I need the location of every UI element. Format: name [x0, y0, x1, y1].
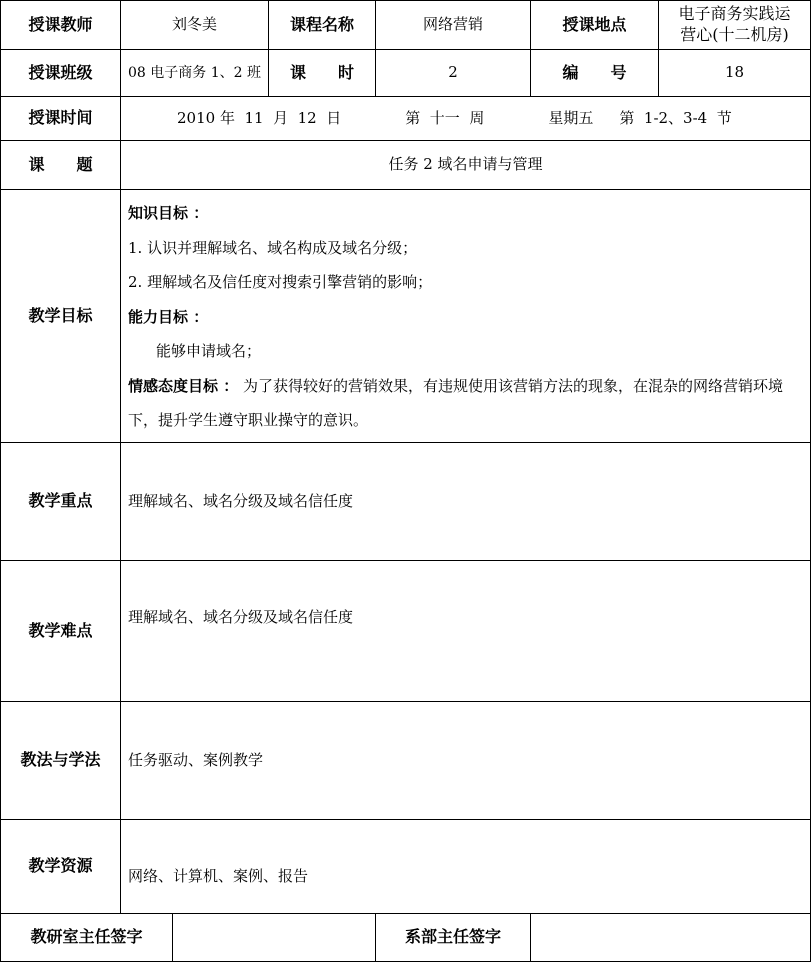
office-sign-field[interactable] [172, 913, 376, 962]
location-label: 授课地点 [530, 0, 659, 50]
knowledge-title: 知识目标 ： [128, 204, 209, 222]
time-week: 第 十一 周 [405, 108, 485, 127]
hours-label: 课 时 [268, 49, 376, 97]
course-value: 网络营销 [375, 0, 531, 50]
key-points-label: 教学重点 [0, 442, 121, 561]
location-value: 电子商务实践运营心(十二机房) [658, 0, 811, 50]
time-date: 2010 年 11 月 12 日 [177, 108, 342, 127]
teacher-value: 刘冬美 [120, 0, 269, 50]
hours-value: 2 [375, 49, 531, 97]
difficulties-value: 理解域名、域名分级及域名信任度 [120, 560, 811, 702]
topic-label: 课 题 [0, 140, 121, 190]
class-value: 08 电子商务 1、2 班 [120, 49, 269, 97]
emotion-text: 为了获得较好的营销效果，有违规使用该营销方法的现象，在混杂的网络营销环境下，提升学生遵守职业操守的意识。 [128, 376, 784, 429]
methods-value: 任务驱动、案例教学 [120, 701, 811, 820]
ability-item-1: 能够申请域名； [156, 342, 262, 360]
time-period: 第 1-2、3-4 节 [619, 108, 732, 127]
time-day: 星期五 [548, 108, 594, 127]
methods-label: 教法与学法 [0, 701, 121, 820]
key-points-value: 理解域名、域名分级及域名信任度 [120, 442, 811, 561]
resources-label: 教学资源 [0, 819, 121, 914]
topic-value: 任务 2 域名申请与管理 [120, 140, 811, 190]
ability-title: 能力目标 ： [128, 307, 209, 326]
knowledge-item-1: 1. 认识并理解域名、域名构成及域名分级； [128, 238, 418, 257]
resources-value: 网络、计算机、案例、报告 [120, 819, 811, 914]
office-sign-label: 教研室主任签字 [0, 913, 173, 962]
number-value: 18 [658, 49, 811, 97]
course-label: 课程名称 [268, 0, 376, 50]
time-label: 授课时间 [0, 96, 121, 141]
objectives-content [120, 189, 811, 443]
emotion-title: 情感态度目标 ： [128, 376, 239, 395]
knowledge-item-2: 2. 理解域名及信任度对搜索引擎营销的影响； [128, 273, 433, 291]
emotion-paragraph [128, 369, 803, 438]
difficulties-label: 教学难点 [0, 560, 121, 702]
class-label: 授课班级 [0, 49, 121, 97]
number-label: 编 号 [530, 49, 659, 97]
objectives-label: 教学目标 [0, 189, 121, 443]
dept-sign-label: 系部主任签字 [375, 913, 531, 962]
time-value [120, 96, 811, 141]
dept-sign-field[interactable] [530, 913, 811, 962]
teacher-label: 授课教师 [0, 0, 121, 50]
